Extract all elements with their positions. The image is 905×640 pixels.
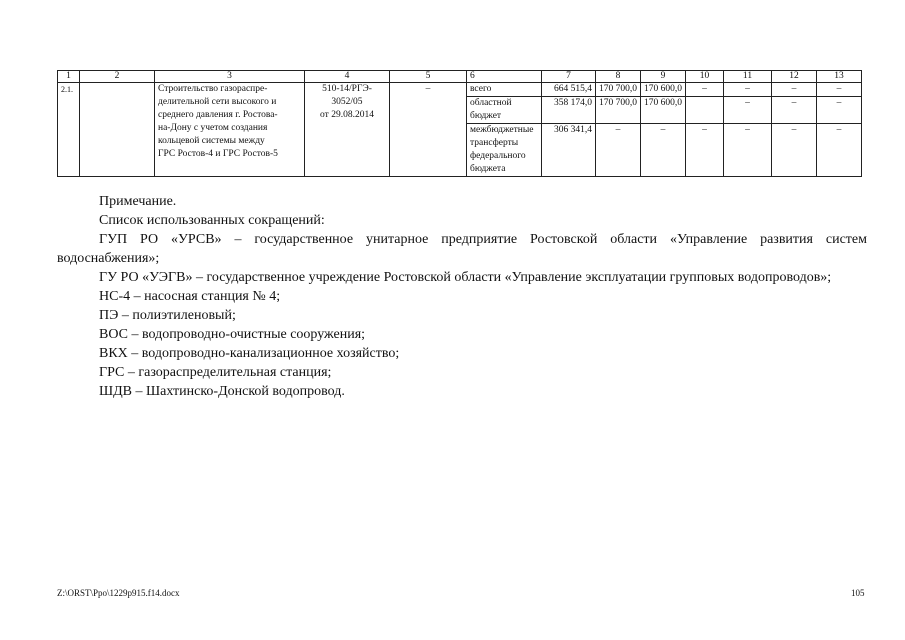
value-cell: – bbox=[686, 124, 724, 177]
col-header: 5 bbox=[390, 71, 467, 83]
object-name-line: на-Дону с учетом создания bbox=[158, 123, 268, 133]
col-header: 9 bbox=[641, 71, 686, 83]
document-line: 510-14/РГЭ- bbox=[322, 84, 372, 94]
funding-source bbox=[467, 124, 542, 177]
value-cell: – bbox=[772, 97, 817, 124]
abbreviation-item: ГРС – газораспределительная станция; bbox=[99, 365, 332, 380]
col-header: 12 bbox=[772, 71, 817, 83]
value-cell: – bbox=[686, 83, 724, 97]
object-name-line: ГРС Ростов-4 и ГРС Ростов-5 bbox=[158, 149, 278, 159]
abbreviation-item: ВКХ – водопроводно-канализационное хозяйство; bbox=[99, 346, 400, 361]
row-col5: – bbox=[390, 83, 467, 177]
table-row bbox=[58, 83, 862, 97]
object-name-line: Строительство газораспре- bbox=[158, 84, 268, 94]
value-cell: – bbox=[817, 97, 862, 124]
col-header: 1 bbox=[58, 71, 80, 83]
program-table bbox=[57, 70, 862, 177]
abbreviation-item: ПЭ – полиэтиленовый; bbox=[99, 308, 236, 323]
col-header: 10 bbox=[686, 71, 724, 83]
funding-source-line: областной bbox=[470, 98, 512, 108]
value-cell bbox=[686, 97, 724, 124]
document-line: 3052/05 bbox=[331, 97, 363, 107]
col-header: 8 bbox=[596, 71, 641, 83]
notes-title: Примечание. bbox=[99, 194, 177, 209]
document-line: от 29.08.2014 bbox=[320, 110, 374, 120]
value-cell: 306 341,4 bbox=[542, 124, 596, 177]
col-header: 2 bbox=[80, 71, 155, 83]
value-cell: – bbox=[641, 124, 686, 177]
funding-source-line: всего bbox=[470, 84, 492, 94]
value-cell: – bbox=[596, 124, 641, 177]
object-name-line: среднего давления г. Ростова- bbox=[158, 110, 278, 120]
value-cell: – bbox=[724, 83, 772, 97]
value-cell: 664 515,4 bbox=[542, 83, 596, 97]
funding-source-line: бюджет bbox=[470, 111, 502, 121]
value-cell: – bbox=[772, 124, 817, 177]
value-cell: 170 700,0 bbox=[596, 97, 641, 124]
value-cell: – bbox=[817, 83, 862, 97]
funding-source bbox=[467, 83, 542, 97]
value-cell: 170 600,0 bbox=[641, 97, 686, 124]
col-header: 3 bbox=[155, 71, 305, 83]
abbreviation-item: ШДВ – Шахтинско-Донской водопровод. bbox=[99, 384, 345, 399]
object-name-line: кольцевой системы между bbox=[158, 136, 265, 146]
funding-source-line: межбюджетные bbox=[470, 125, 534, 135]
value-cell: – bbox=[772, 83, 817, 97]
notes-section bbox=[57, 192, 867, 401]
abbreviation-item: НС-4 – насосная станция № 4; bbox=[99, 289, 281, 304]
funding-source-line: бюджета bbox=[470, 164, 506, 174]
object-name bbox=[155, 83, 305, 177]
abbreviation-item: ГУ РО «УЭГВ» – государственное учреждение Ростовской области «Управление эксплуатации групповых водопроводов»; bbox=[99, 270, 832, 285]
row-number: 2.1. bbox=[58, 83, 80, 177]
header-row bbox=[58, 71, 862, 83]
funding-source-line: федерального bbox=[470, 151, 526, 161]
footer-file-path: Z:\ORST\Ppo\1229p915.f14.docx bbox=[57, 588, 180, 598]
col-header: 13 bbox=[817, 71, 862, 83]
value-cell: – bbox=[724, 97, 772, 124]
abbreviation-item: ГУП РО «УРСВ» – государственное унитарное предприятие Ростовской области «Управление развития систем водоснабжения»; bbox=[57, 232, 867, 266]
page-number: 105 bbox=[851, 588, 865, 598]
value-cell: – bbox=[724, 124, 772, 177]
value-cell: 170 600,0 bbox=[641, 83, 686, 97]
funding-source-line: трансферты bbox=[470, 138, 519, 148]
project-document bbox=[305, 83, 390, 177]
funding-source bbox=[467, 97, 542, 124]
col-header: 11 bbox=[724, 71, 772, 83]
value-cell: – bbox=[817, 124, 862, 177]
col-header: 7 bbox=[542, 71, 596, 83]
row-col2 bbox=[80, 83, 155, 177]
notes-subtitle: Список использованных сокращений: bbox=[99, 213, 325, 228]
value-cell: 358 174,0 bbox=[542, 97, 596, 124]
value-cell: 170 700,0 bbox=[596, 83, 641, 97]
col-header: 4 bbox=[305, 71, 390, 83]
col-header: 6 bbox=[467, 71, 542, 83]
object-name-line: делительной сети высокого и bbox=[158, 97, 277, 107]
abbreviation-item: ВОС – водопроводно-очистные сооружения; bbox=[99, 327, 366, 342]
